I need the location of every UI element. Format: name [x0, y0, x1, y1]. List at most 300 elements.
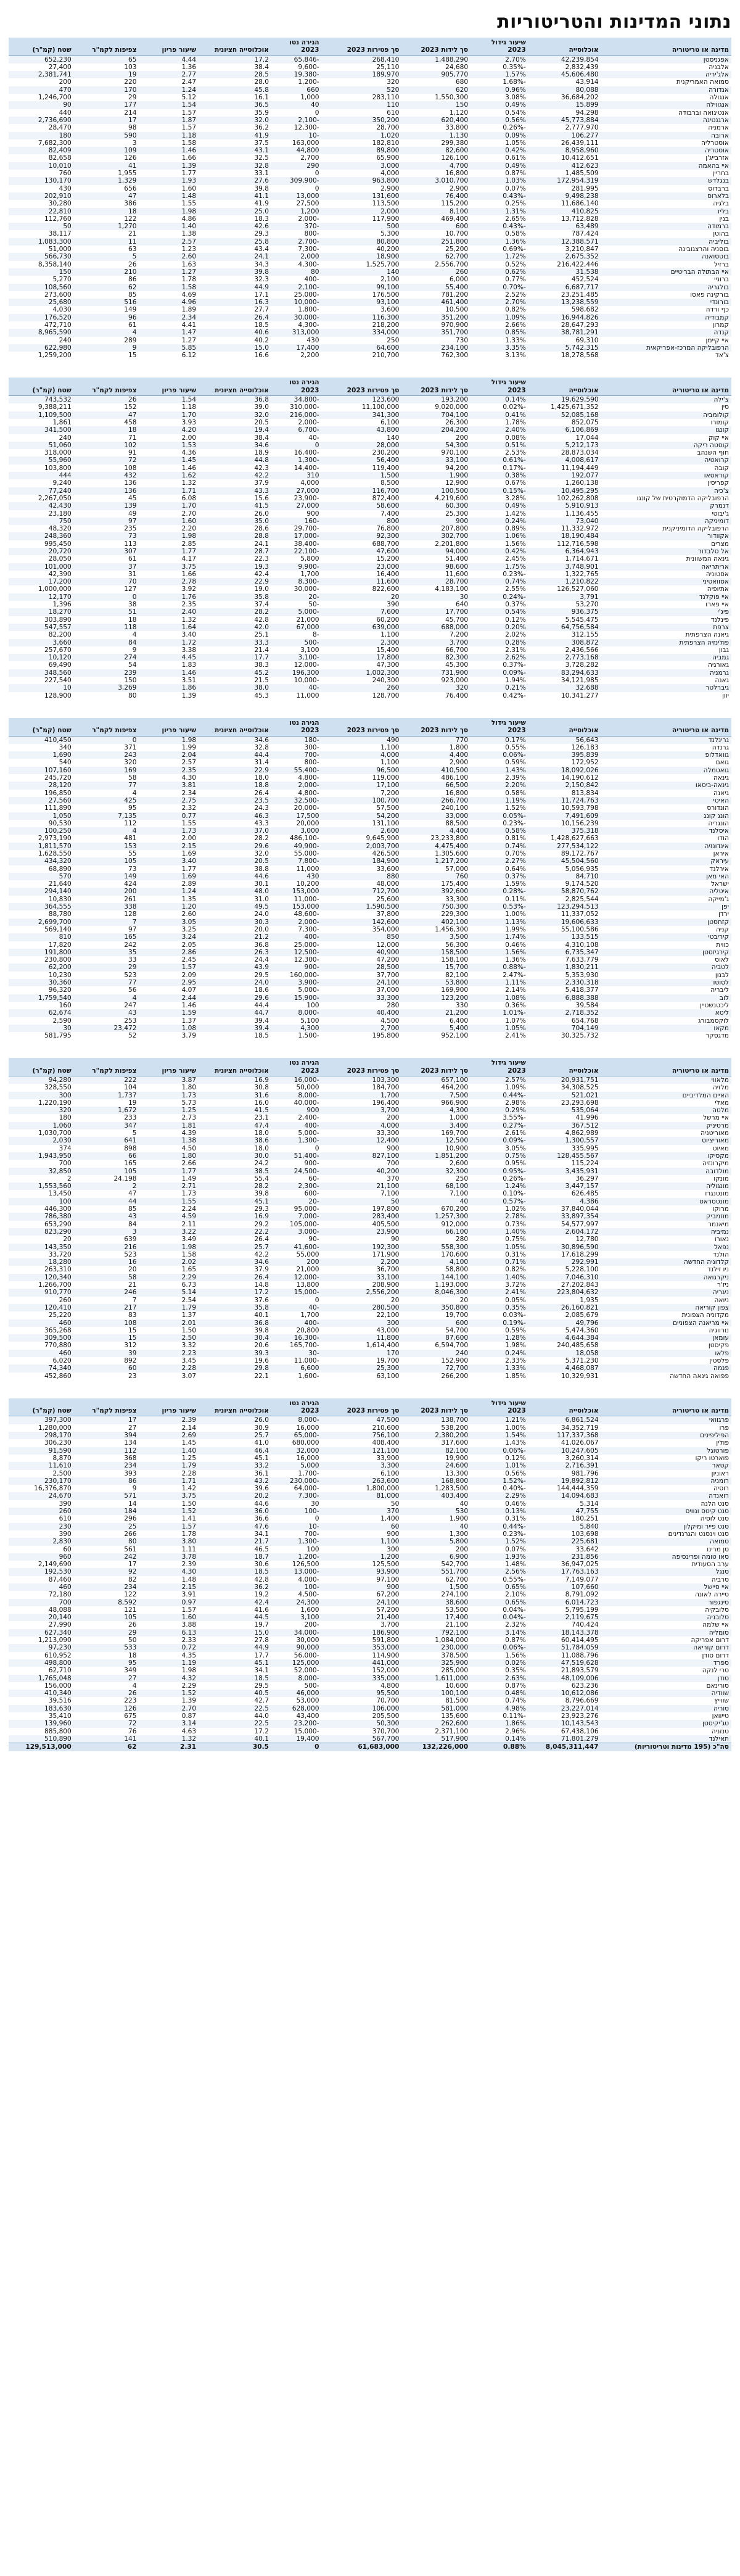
data-cell: -180: [271, 736, 322, 744]
data-cell: -2,000: [271, 782, 322, 789]
data-cell: 23,293,698: [528, 1099, 601, 1107]
data-cell: 133,515: [528, 933, 601, 941]
data-cell: 38.6: [199, 1137, 271, 1144]
data-cell: 42.2: [199, 1251, 271, 1258]
table-row: [9, 238, 731, 246]
data-cell: 300: [322, 1319, 402, 1327]
data-cell: 24.3: [199, 804, 271, 812]
data-cell: 30.0: [199, 1152, 271, 1160]
data-cell: -2,000: [271, 919, 322, 926]
data-cell: 1,120: [401, 109, 471, 117]
data-cell: 4,386: [528, 1198, 601, 1205]
data-cell: 15: [74, 352, 139, 359]
data-cell: 117,337,368: [528, 1432, 601, 1439]
data-cell: 570: [9, 873, 74, 880]
table-row: [9, 601, 731, 608]
data-cell: 122: [74, 1591, 139, 1598]
data-cell: 1,600: [271, 1606, 322, 1614]
total-cell: 8,045,311,447: [528, 1743, 601, 1751]
data-cell: 37.9: [199, 479, 271, 487]
data-cell: 1.01%: [471, 1462, 528, 1469]
data-cell: 24.0: [199, 979, 271, 986]
data-cell: 639,000: [322, 624, 402, 631]
data-cell: 142,600: [322, 919, 402, 926]
data-cell: -40: [271, 1304, 322, 1311]
data-cell: 1,485,509: [528, 170, 601, 177]
data-cell: 464,200: [401, 1084, 471, 1091]
data-cell: 1.39: [139, 692, 199, 700]
data-cell: 25,300: [322, 1364, 402, 1372]
column-header: שיעור פריון: [139, 718, 199, 736]
data-cell: 24,198: [74, 1175, 139, 1183]
data-cell: 900: [271, 1107, 322, 1114]
data-cell: -1,600: [271, 1373, 322, 1380]
data-cell: 230,200: [322, 449, 402, 456]
data-cell: 105: [74, 1614, 139, 1621]
data-cell: 24,300: [271, 1599, 322, 1606]
data-cell: 30.8: [199, 1084, 271, 1091]
data-cell: 1,700: [271, 1311, 322, 1319]
table-row: [9, 1561, 731, 1568]
data-cell: 30.3: [199, 919, 271, 926]
data-cell: 55.4: [199, 1175, 271, 1183]
country-name-cell: אוסטריה: [601, 147, 731, 154]
data-cell: 220: [74, 78, 139, 86]
data-cell: -1,300: [271, 1137, 322, 1144]
data-cell: 0.70%: [471, 850, 528, 857]
column-header: סך לידות 2023: [401, 38, 471, 56]
data-cell: 184,900: [322, 857, 402, 865]
data-cell: 217: [74, 1304, 139, 1311]
data-cell: 0.29%: [471, 1107, 528, 1114]
data-cell: 1,259,200: [9, 352, 74, 359]
data-cell: 126,183: [528, 744, 601, 751]
data-cell: -40,000: [271, 1099, 322, 1107]
data-cell: 1,000,000: [9, 585, 74, 593]
data-cell: 152,900: [401, 1357, 471, 1364]
data-cell: 32.5: [199, 154, 271, 162]
data-cell: -0.19%: [471, 1319, 528, 1327]
data-cell: 192,300: [322, 1244, 402, 1251]
data-cell: 850: [322, 933, 402, 941]
country-name-cell: אנגווילה: [601, 101, 731, 109]
data-cell: 90: [322, 1236, 402, 1243]
table-row: [9, 850, 731, 857]
data-cell: 1,217,200: [401, 857, 471, 865]
data-cell: 37.6: [199, 1297, 271, 1304]
data-cell: 4.41: [139, 321, 199, 329]
data-cell: 6,735,347: [528, 949, 601, 956]
data-cell: 202,910: [9, 192, 74, 200]
data-cell: -700: [271, 751, 322, 759]
data-cell: 25.8: [199, 238, 271, 246]
data-cell: 39.3: [199, 1350, 271, 1357]
data-cell: 72,700: [401, 1364, 471, 1372]
data-cell: 3.38: [139, 646, 199, 654]
table-row: [9, 479, 731, 487]
data-cell: -0.44%: [471, 1092, 528, 1099]
country-name-cell: איי פארו: [601, 601, 731, 608]
table-row: [9, 1114, 731, 1121]
data-cell: 1,329: [74, 177, 139, 184]
data-cell: 44.4: [199, 751, 271, 759]
table-row: [9, 631, 731, 638]
data-cell: 50,000: [271, 1084, 322, 1091]
data-cell: 36.5: [199, 101, 271, 109]
table-row: [9, 669, 731, 677]
data-cell: 48.0: [199, 888, 271, 895]
data-cell: 153: [74, 843, 139, 850]
data-cell: 446,300: [9, 1205, 74, 1213]
data-cell: 44.7: [199, 1009, 271, 1017]
data-cell: 1.02%: [471, 1205, 528, 1213]
table-row: [9, 162, 731, 170]
data-cell: 1,213,090: [9, 1637, 74, 1644]
data-cell: 813,834: [528, 790, 601, 797]
data-cell: -0.28%: [471, 888, 528, 895]
table-row: [9, 1416, 731, 1424]
data-cell: 150: [9, 268, 74, 276]
data-cell: 17,400: [401, 1614, 471, 1621]
data-cell: 498,800: [9, 1659, 74, 1667]
data-cell: 5: [74, 1129, 139, 1137]
country-name-cell: קטאר: [601, 1462, 731, 1469]
data-cell: 7,200: [322, 790, 402, 797]
data-cell: 2.45: [139, 956, 199, 964]
data-cell: 35: [74, 949, 139, 956]
table-row: [9, 1538, 731, 1545]
data-cell: 1.20: [139, 903, 199, 910]
data-cell: 1,714,671: [528, 555, 601, 563]
data-cell: 74,340: [9, 1364, 74, 1372]
data-cell: 21,000: [271, 1266, 322, 1273]
country-name-cell: האיטי: [601, 797, 731, 804]
data-cell: 21,200: [401, 1009, 471, 1017]
data-cell: 8,791,092: [528, 1591, 601, 1598]
data-cell: 150: [74, 677, 139, 684]
data-cell: 0.25%: [471, 200, 528, 207]
data-cell: 28,700: [401, 578, 471, 585]
data-cell: 39.8: [199, 1190, 271, 1197]
data-cell: 17,800: [322, 654, 402, 661]
data-cell: 2.65%: [471, 215, 528, 223]
data-cell: 44.9: [199, 1644, 271, 1651]
data-cell: 152: [74, 403, 139, 411]
data-cell: 23,180: [9, 510, 74, 518]
data-cell: 2.60: [139, 910, 199, 918]
data-cell: 760: [9, 170, 74, 177]
country-name-cell: ראוניון: [601, 1470, 731, 1477]
data-cell: 770,880: [9, 1342, 74, 1349]
table-row: [9, 1334, 731, 1342]
data-cell: 1.98: [139, 208, 199, 215]
data-cell: 910,770: [9, 1289, 74, 1296]
data-cell: 93,900: [322, 1568, 402, 1575]
data-cell: 3.32: [139, 1342, 199, 1349]
data-cell: -55,000: [271, 850, 322, 857]
data-cell: 18,058: [528, 1350, 601, 1357]
data-cell: 3,300: [322, 1462, 402, 1469]
table-row: [9, 964, 731, 971]
data-cell: 900: [322, 1583, 402, 1591]
table-row: [9, 1659, 731, 1667]
data-cell: -30,000: [271, 314, 322, 321]
data-cell: 28.2: [199, 835, 271, 842]
table-row: [9, 1515, 731, 1522]
data-cell: 47: [74, 1190, 139, 1197]
data-cell: 26: [74, 396, 139, 404]
country-name-cell: אריתריאה: [601, 563, 731, 571]
data-cell: -105,000: [271, 1221, 322, 1228]
data-cell: 88,500: [401, 820, 471, 827]
data-cell: 353,000: [322, 1644, 402, 1651]
data-cell: 1,500: [322, 472, 402, 479]
data-cell: 52: [74, 1032, 139, 1039]
country-name-cell: סנט לוסיה: [601, 1515, 731, 1522]
data-cell: 1,456,300: [401, 926, 471, 933]
data-cell: 130,170: [9, 177, 74, 184]
data-cell: 1.08%: [471, 994, 528, 1002]
data-cell: 150: [401, 101, 471, 109]
data-cell: 2.00: [139, 434, 199, 442]
data-cell: 233: [74, 1114, 139, 1121]
data-cell: 60: [322, 1523, 402, 1530]
data-cell: 17.7: [199, 654, 271, 661]
data-cell: -0.06%: [471, 751, 528, 759]
data-cell: 317,600: [401, 1439, 471, 1447]
data-cell: 31.4: [199, 759, 271, 766]
header-row: [9, 1058, 731, 1076]
data-cell: 1,700: [271, 571, 322, 578]
data-cell: 1.23: [139, 246, 199, 253]
data-cell: 0.48%: [471, 1690, 528, 1697]
country-name-cell: אפגניסטן: [601, 56, 731, 64]
data-cell: 1.52: [139, 1508, 199, 1515]
column-header: אוכלוסייה חציונית: [199, 1058, 271, 1076]
table-block: [9, 378, 731, 699]
column-header: שטח (קמ"ר): [9, 378, 74, 395]
data-table: [9, 38, 731, 359]
data-cell: 41.1: [199, 192, 271, 200]
data-cell: 1.78: [139, 1530, 199, 1538]
table-row: [9, 1017, 731, 1025]
data-cell: 312,155: [528, 631, 601, 638]
data-cell: 2.69: [139, 1432, 199, 1439]
data-cell: 39,584: [528, 1002, 601, 1009]
table-row: [9, 1213, 731, 1220]
data-cell: 2,900: [401, 759, 471, 766]
data-cell: 0.02%: [471, 1659, 528, 1667]
country-name-cell: אלג'יריה: [601, 71, 731, 78]
table-row: [9, 352, 731, 359]
data-cell: -0.23%: [471, 1530, 528, 1538]
country-name-cell: ערב הסעודית: [601, 1561, 731, 1568]
country-name-cell: סנט הלנה: [601, 1500, 731, 1508]
data-cell: 38,781,291: [528, 329, 601, 336]
data-cell: 8,100: [401, 208, 471, 215]
data-cell: 1,060: [9, 1122, 74, 1129]
data-cell: 253: [74, 1017, 139, 1025]
data-cell: 7,100: [322, 1190, 402, 1197]
data-cell: 0.96%: [471, 86, 528, 94]
table-row: [9, 1728, 731, 1735]
table-row: [9, 835, 731, 842]
data-cell: 8,965,590: [9, 329, 74, 336]
table-block: [9, 718, 731, 1039]
table-row: [9, 1477, 731, 1485]
data-cell: 18.5: [199, 321, 271, 329]
data-cell: 4.30: [139, 774, 199, 782]
table-row: [9, 1084, 731, 1091]
table-row: [9, 1485, 731, 1492]
data-cell: 144,444,359: [528, 1485, 601, 1492]
data-cell: 2.27%: [471, 857, 528, 865]
table-row: [9, 495, 731, 502]
data-cell: 4: [74, 994, 139, 1002]
country-name-cell: דרום קוריאה: [601, 1644, 731, 1651]
data-cell: 195,800: [322, 1032, 402, 1039]
data-cell: -5,000: [271, 608, 322, 616]
data-cell: 55,000: [271, 1251, 322, 1258]
data-cell: 115,224: [528, 1160, 601, 1167]
data-cell: 2,604,172: [528, 1228, 601, 1236]
data-cell: 13,300: [401, 1470, 471, 1477]
data-cell: 0: [271, 1145, 322, 1152]
data-cell: 183,630: [9, 1705, 74, 1712]
country-name-cell: בוסניה והרצגובינה: [601, 246, 731, 253]
data-cell: 116,700: [322, 487, 402, 495]
data-cell: 412,623: [528, 162, 601, 170]
data-cell: 8,592: [74, 1599, 139, 1606]
data-cell: 452,860: [9, 1373, 74, 1380]
country-name-cell: סינגפור: [601, 1599, 731, 1606]
data-cell: 28,500: [322, 964, 402, 971]
data-cell: 24,100: [322, 1599, 402, 1606]
data-cell: 66: [74, 1152, 139, 1160]
data-cell: 486,100: [401, 774, 471, 782]
data-cell: 27: [74, 1675, 139, 1682]
table-row: [9, 1470, 731, 1477]
data-cell: 30: [401, 593, 471, 601]
country-name-cell: ג'יבוטי: [601, 510, 731, 518]
data-cell: 3.40: [139, 857, 199, 865]
data-cell: 230: [9, 1523, 74, 1530]
country-name-cell: דרום אפריקה: [601, 1637, 731, 1644]
data-cell: 47,300: [322, 661, 402, 669]
data-cell: 432: [74, 472, 139, 479]
data-cell: -2,300: [271, 1183, 322, 1190]
data-cell: 460: [9, 1350, 74, 1357]
data-cell: 63,489: [528, 223, 601, 230]
data-cell: 180,251: [528, 1515, 601, 1522]
data-cell: 5.14: [139, 1289, 199, 1296]
table-row: [9, 1107, 731, 1114]
data-cell: -11,000: [271, 896, 322, 903]
table-row: [9, 321, 731, 329]
data-cell: 29.5: [199, 972, 271, 979]
data-cell: 26.0: [199, 510, 271, 518]
data-cell: 2,085,679: [528, 1311, 601, 1319]
data-cell: 3.14%: [471, 1629, 528, 1637]
data-cell: -2,400: [271, 1114, 322, 1121]
data-cell: 60: [74, 1364, 139, 1372]
data-cell: 1.42%: [471, 510, 528, 518]
data-cell: 1,266,700: [9, 1281, 74, 1289]
column-header: שיעור גידול 2023: [471, 718, 528, 736]
data-cell: 134: [74, 1439, 139, 1447]
column-header: אוכלוסייה חציונית: [199, 38, 271, 56]
data-cell: 440: [9, 109, 74, 117]
data-cell: 1,193,000: [401, 1281, 471, 1289]
data-cell: -16,300: [271, 1334, 322, 1342]
data-cell: 1,400: [322, 1515, 402, 1522]
data-cell: -8: [271, 631, 322, 638]
data-cell: 4.50: [139, 1145, 199, 1152]
data-cell: 14,190,612: [528, 774, 601, 782]
data-cell: 2,381,741: [9, 71, 74, 78]
data-cell: 36.8: [199, 396, 271, 404]
data-cell: 80: [74, 1538, 139, 1545]
data-cell: 177: [74, 101, 139, 109]
table-row: [9, 1002, 731, 1009]
data-cell: 140: [322, 434, 402, 442]
table-row: [9, 230, 731, 237]
data-cell: 4,300: [401, 1107, 471, 1114]
data-cell: 6,000: [401, 276, 471, 283]
data-cell: 0.65%: [471, 1599, 528, 1606]
data-cell: 1.58: [139, 1251, 199, 1258]
country-name-cell: סרביה: [601, 1576, 731, 1583]
table-row: [9, 684, 731, 691]
data-cell: 2,832,439: [528, 64, 601, 71]
table-row: [9, 411, 731, 419]
data-cell: 430: [9, 185, 74, 192]
data-cell: 21.7: [199, 1538, 271, 1545]
table-row: [9, 268, 731, 276]
data-cell: 18.3: [199, 215, 271, 223]
data-cell: 770: [401, 736, 471, 744]
country-name-cell: מאלי: [601, 1099, 731, 1107]
data-cell: 2.20: [139, 525, 199, 532]
data-cell: 36.1: [199, 1470, 271, 1477]
country-name-cell: אוסטרליה: [601, 139, 731, 147]
column-header: הגירה נטו 2023: [271, 1058, 322, 1076]
data-cell: 95: [74, 804, 139, 812]
data-cell: -309,900: [271, 177, 322, 184]
country-name-cell: ארמניה: [601, 124, 731, 131]
table-row: [9, 192, 731, 200]
data-cell: 175,400: [401, 880, 471, 888]
data-cell: 17,400: [271, 344, 322, 352]
data-cell: 5: [74, 253, 139, 260]
country-name-cell: עומאן: [601, 1334, 731, 1342]
data-cell: 9,020,000: [401, 403, 471, 411]
data-cell: 680,000: [271, 1439, 322, 1447]
data-cell: 139: [74, 502, 139, 510]
data-cell: -65,000: [271, 1432, 322, 1439]
data-cell: 40,400: [322, 1009, 402, 1017]
data-cell: 1.46: [139, 464, 199, 472]
data-cell: 1.38: [139, 1137, 199, 1144]
data-cell: 1.18: [139, 132, 199, 139]
data-cell: 936,375: [528, 608, 601, 616]
data-cell: 348,560: [9, 669, 74, 677]
data-cell: 3.22: [139, 1228, 199, 1236]
data-cell: 0: [271, 109, 322, 117]
data-cell: -2,700: [271, 238, 322, 246]
table-row: [9, 1092, 731, 1099]
data-cell: 7,046,310: [528, 1274, 601, 1281]
